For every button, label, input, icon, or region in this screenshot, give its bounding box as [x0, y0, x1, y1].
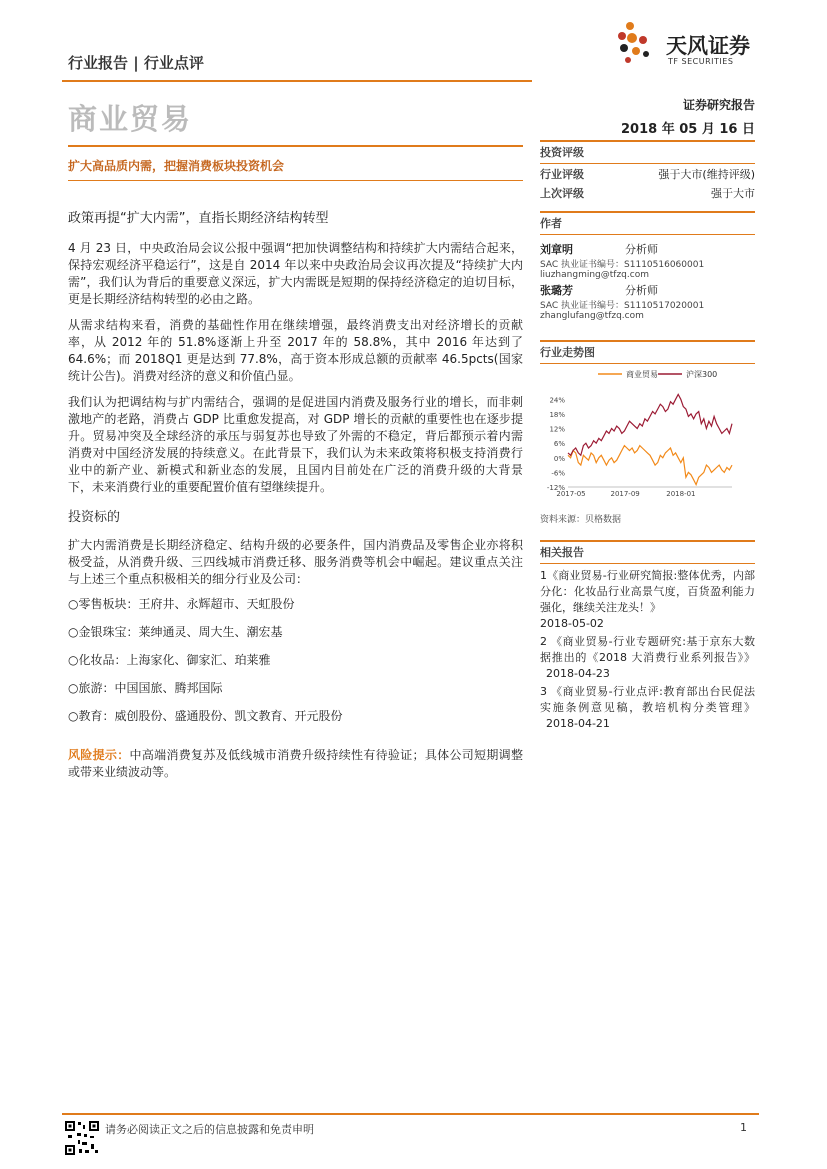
paragraph-2: 从需求结构来看，消费的基础性作用在继续增强，最终消费支出对经济增长的贡献率，从 2012 年的 51.8%逐渐上升至 2017 年的 58.8%，其中 2016 年达到了 64.6%；而 2018Q1 更是达到 77.8%，高于资本形成总额的贡献率 46.5pcts(国家统计公告)。消费对经济的意义和价值凸显。	[68, 318, 523, 383]
rating-row	[540, 183, 755, 202]
trend-heading: 行业走势图	[540, 340, 755, 360]
paragraph-4: 扩大内需消费是长期经济稳定、结构升级的必要条件，国内消费品及零售企业亦将积极受益，从消费升级、三四线城市消费迁移、服务消费等机会中崛起。建议重点关注与上述三个重点积极相关的细分行业及公司：	[68, 538, 523, 586]
pick-item: ○零售板块：王府井、永辉超市、天虹股份	[68, 597, 295, 611]
y-tick-label: -12%	[546, 484, 565, 492]
industry-trend-chart	[540, 362, 740, 502]
logo-name: 天风证券	[666, 34, 750, 58]
rating-value: 强于大市	[711, 186, 755, 200]
y-tick-label: 18%	[549, 410, 565, 419]
report-title: 扩大高品质内需，把握消费板块投资机会	[68, 159, 285, 173]
risk-label: 风险提示：	[68, 748, 130, 762]
logo-english: TF SECURITIES	[668, 57, 734, 66]
author-email[interactable]: liuzhangming@tfzq.com	[540, 270, 649, 280]
risk-paragraph	[68, 747, 523, 781]
chart-source: 资料来源：贝格数据	[540, 515, 622, 525]
title-bottom-divider	[68, 180, 523, 181]
related-title: 2 《商业贸易-行业专题研究:基于京东大数据推出的《2018 大消费行业系列报告》》	[540, 635, 755, 664]
related-title: 1《商业贸易-行业研究简报:整体优秀，内部分化：化妆品行业高景气度，百货盈利能力强化，继续关注龙头！》	[540, 569, 755, 614]
author-sac: SAC 执业证书编号：S1110516060001	[540, 260, 705, 270]
author-divider	[540, 234, 755, 235]
paragraph-3: 我们认为把调结构与扩内需结合，强调的是促进国内消费及服务行业的增长，而非刺激地产的老路，消费占 GDP 比重愈发提高，对 GDP 增长的贡献的重要性也在逐步提升。贸易冲突及全球经济的承压与弱复苏也导致了外需的不稳定，背后都预示着内需消费对中国经济发展的持续意义。在此背景下，我们认为未来政策将积极支持消费行业中的新产业、新模式和新业态的发展，且国内目前处在广泛的消费升级的大背景下，未来消费行业的重要配置价值有望继续提升。	[68, 395, 523, 494]
x-tick-label: 2017-09	[610, 490, 640, 498]
disclaimer-text: 请务必阅读正文之后的信息披露和免责申明	[105, 1123, 314, 1136]
y-tick-label: 6%	[553, 440, 565, 449]
pick-item: ○金银珠宝：莱绅通灵、周大生、潮宏基	[68, 625, 283, 639]
rating-value: 强于大市(维持评级)	[658, 167, 755, 181]
page-number: 1	[740, 1121, 747, 1134]
legend-label: 沪深300	[686, 370, 718, 379]
section-heading-picks: 投资标的	[68, 510, 121, 525]
y-tick-label: 12%	[549, 425, 565, 434]
author-name: 张璐芳	[540, 284, 573, 297]
paragraph-1: 4 月 23 日，中央政治局会议公报中强调“把加快调整结构和持续扩大内需结合起来，保持宏观经济平稳运行”，这是自 2014 年以来中央政治局会议再次提及“持续扩大内需”，我们认为背后的重要意义深远，扩大内需既是短期的保持经济稳定的迫切目标，更是长期经济结构转型的必由之路。	[68, 241, 523, 306]
report-category: 行业报告 | 行业点评	[68, 54, 204, 72]
pick-item: ○旅游：中国国旅、腾邦国际	[68, 681, 223, 695]
related-date: 2018-05-02	[540, 617, 604, 630]
report-date: 2018 年 05 月 16 日	[621, 122, 755, 137]
rating-heading: 投资评级	[540, 140, 755, 160]
author-block	[540, 211, 755, 321]
related-date: 2018-04-23	[546, 667, 610, 680]
author-role: 分析师	[625, 284, 658, 297]
related-item[interactable]	[540, 568, 755, 632]
related-heading: 相关报告	[540, 540, 755, 560]
series-line	[568, 394, 732, 455]
header-divider	[62, 80, 532, 82]
trend-block	[540, 340, 755, 364]
related-item[interactable]	[540, 634, 755, 682]
related-date: 2018-04-21	[546, 717, 610, 730]
rating-key: 上次评级	[540, 186, 584, 200]
related-title: 3 《商业贸易-行业点评:教育部出台民促法实施条例意见稿，教培机构分类管理》	[540, 685, 755, 714]
y-tick-label: 0%	[553, 454, 565, 463]
rating-block	[540, 140, 755, 202]
author-name: 刘章明	[540, 243, 573, 256]
x-tick-label: 2018-01	[666, 490, 696, 498]
report-type: 证券研究报告	[682, 98, 755, 112]
author-entry	[540, 282, 755, 321]
related-block	[540, 540, 755, 732]
risk-text: 中高端消费复苏及低线城市消费升级持续性有待验证；具体公司短期调整或带来业绩波动等。	[68, 748, 523, 779]
y-tick-label: -6%	[551, 469, 565, 478]
x-tick-label: 2017-05	[556, 490, 586, 498]
author-heading: 作者	[540, 211, 755, 231]
body-section	[68, 210, 523, 781]
related-item[interactable]	[540, 684, 755, 732]
section-heading-policy: 政策再提“扩大内需”，直指长期经济结构转型	[68, 211, 329, 226]
industry-title: 商业贸易	[68, 102, 193, 136]
author-sac: SAC 执业证书编号：S1110517020001	[540, 301, 705, 311]
author-email[interactable]: zhanglufang@tfzq.com	[540, 311, 644, 321]
y-tick-label: 24%	[549, 396, 565, 405]
qr-code-icon	[64, 1120, 100, 1156]
pick-item: ○化妆品：上海家化、御家汇、珀莱雅	[68, 653, 271, 667]
legend-label: 商业贸易	[626, 370, 658, 379]
rating-row	[540, 164, 755, 183]
rating-key: 行业评级	[540, 167, 584, 181]
pick-item: ○教育：威创股份、盛通股份、凯文教育、开元股份	[68, 709, 343, 723]
title-top-divider	[68, 145, 523, 147]
footer-divider	[62, 1113, 759, 1115]
series-line	[568, 446, 732, 485]
author-role: 分析师	[625, 243, 658, 256]
related-divider	[540, 563, 755, 564]
author-entry	[540, 241, 755, 280]
